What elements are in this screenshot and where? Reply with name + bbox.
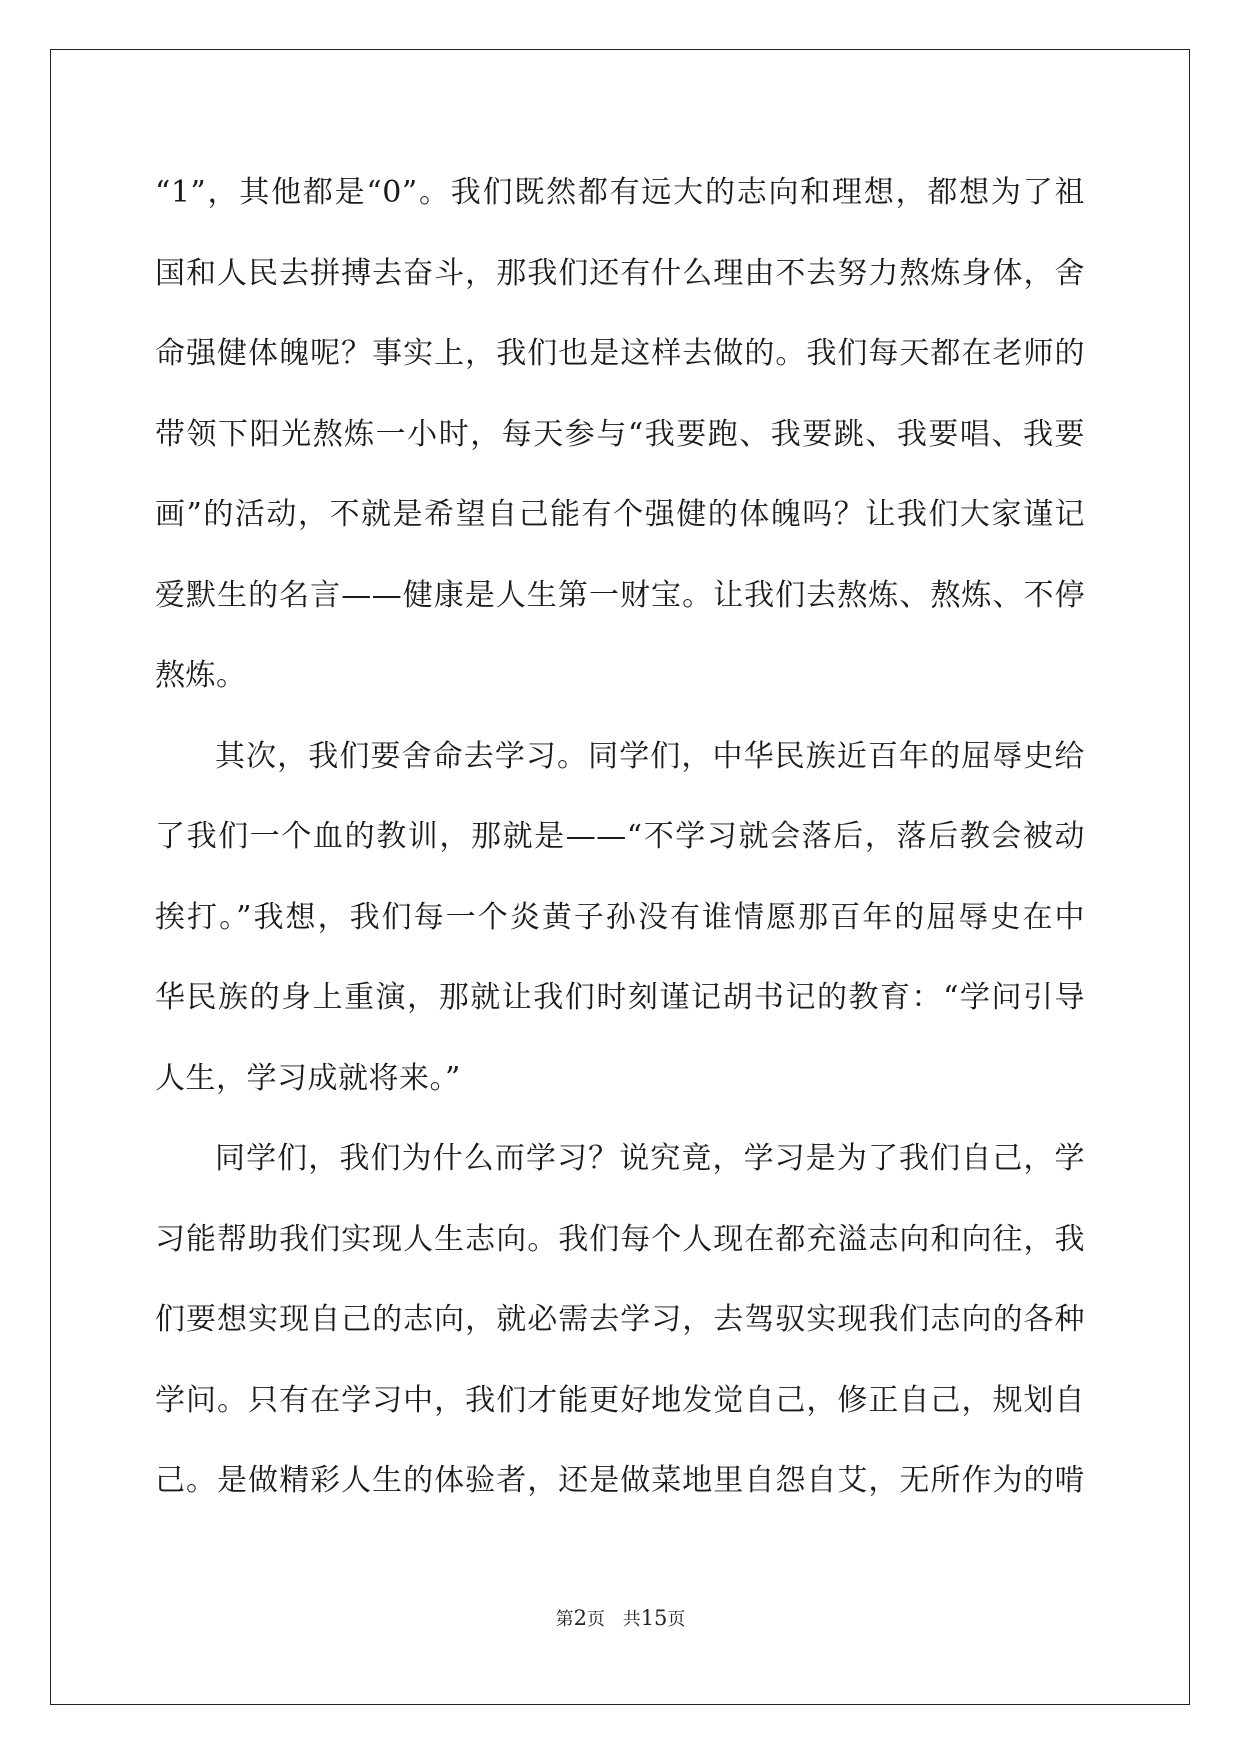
- page-footer: [0, 1605, 1241, 1631]
- text-line: [155, 1441, 1085, 1522]
- text-line: [155, 153, 1085, 234]
- document-body: [155, 153, 1085, 1522]
- text-line-content: 学问。只有在学习中，我们才能更好地发觉自己，修正自己，规划自: [155, 1382, 1085, 1418]
- page-prefix: 第: [555, 1609, 574, 1630]
- text-line-content: 们要想实现自己的志向，就必需去学习，去驾驭实现我们志向的各种: [155, 1302, 1085, 1337]
- total-suffix: 页: [667, 1609, 686, 1630]
- page-indicator: [556, 1605, 605, 1631]
- text-line-content: 华民族的身上重演，那就让我们时刻谨记胡书记的教育：“学问引导: [155, 980, 1085, 1015]
- text-line: [155, 314, 1085, 395]
- text-line: [155, 1200, 1085, 1281]
- text-line-content: 命强健体魄呢？事实上，我们也是这样去做的。我们每天都在老师的: [155, 336, 1085, 371]
- text-line-content: 了我们一个血的教训，那就是——“不学习就会落后，落后教会被动: [155, 819, 1085, 854]
- text-line-content: 同学们，我们为什么而学习？说究竟，学习是为了我们自己，学: [215, 1141, 1085, 1176]
- text-line-content: 画”的活动，不就是希望自己能有个强健的体魄吗？让我们大家谨记: [155, 497, 1085, 532]
- page-number: 2: [573, 1606, 587, 1630]
- text-line-content: 人生，学习成就将来。”: [155, 1060, 461, 1096]
- text-line-content: 带领下阳光熬炼一小时，每天参与“我要跑、我要跳、我要唱、我要: [155, 416, 1085, 452]
- text-line-content: 熬炼。: [155, 658, 247, 693]
- text-line-content: “1”，其他都是“0”。我们既然都有远大的志向和理想，都想为了祖: [155, 175, 1085, 210]
- text-line: [155, 958, 1085, 1039]
- text-line: [155, 636, 1085, 717]
- total-pages: 15: [640, 1606, 668, 1630]
- text-line-content: 爱默生的名言——健康是人生第一财宝。让我们去熬炼、熬炼、不停: [155, 577, 1085, 613]
- text-line: [155, 395, 1085, 476]
- text-line: [155, 797, 1085, 878]
- text-line: [155, 1280, 1085, 1361]
- total-prefix: 共: [622, 1609, 641, 1630]
- text-line: [155, 556, 1085, 637]
- text-line: [155, 1361, 1085, 1442]
- text-line-content: 其次，我们要舍命去学习。同学们，中华民族近百年的屈辱史给: [215, 738, 1085, 774]
- text-line: [155, 717, 1085, 798]
- page-suffix: 页: [586, 1609, 605, 1630]
- total-indicator: [623, 1605, 686, 1631]
- text-line-content: 习能帮助我们实现人生志向。我们每个人现在都充溢志向和向往，我: [155, 1221, 1085, 1257]
- text-line: [155, 234, 1085, 315]
- text-line: [155, 1119, 1085, 1200]
- text-line-content: 国和人民去拼搏去奋斗，那我们还有什么理由不去努力熬炼身体，舍: [155, 255, 1085, 291]
- text-line-content: 己。是做精彩人生的体验者，还是做菜地里自怨自艾，无所作为的啃: [155, 1463, 1085, 1498]
- text-line: [155, 878, 1085, 959]
- text-line: [155, 1039, 1085, 1120]
- text-line-content: 挨打。”我想，我们每一个炎黄子孙没有谁情愿那百年的屈辱史在中: [155, 899, 1085, 935]
- text-line: [155, 475, 1085, 556]
